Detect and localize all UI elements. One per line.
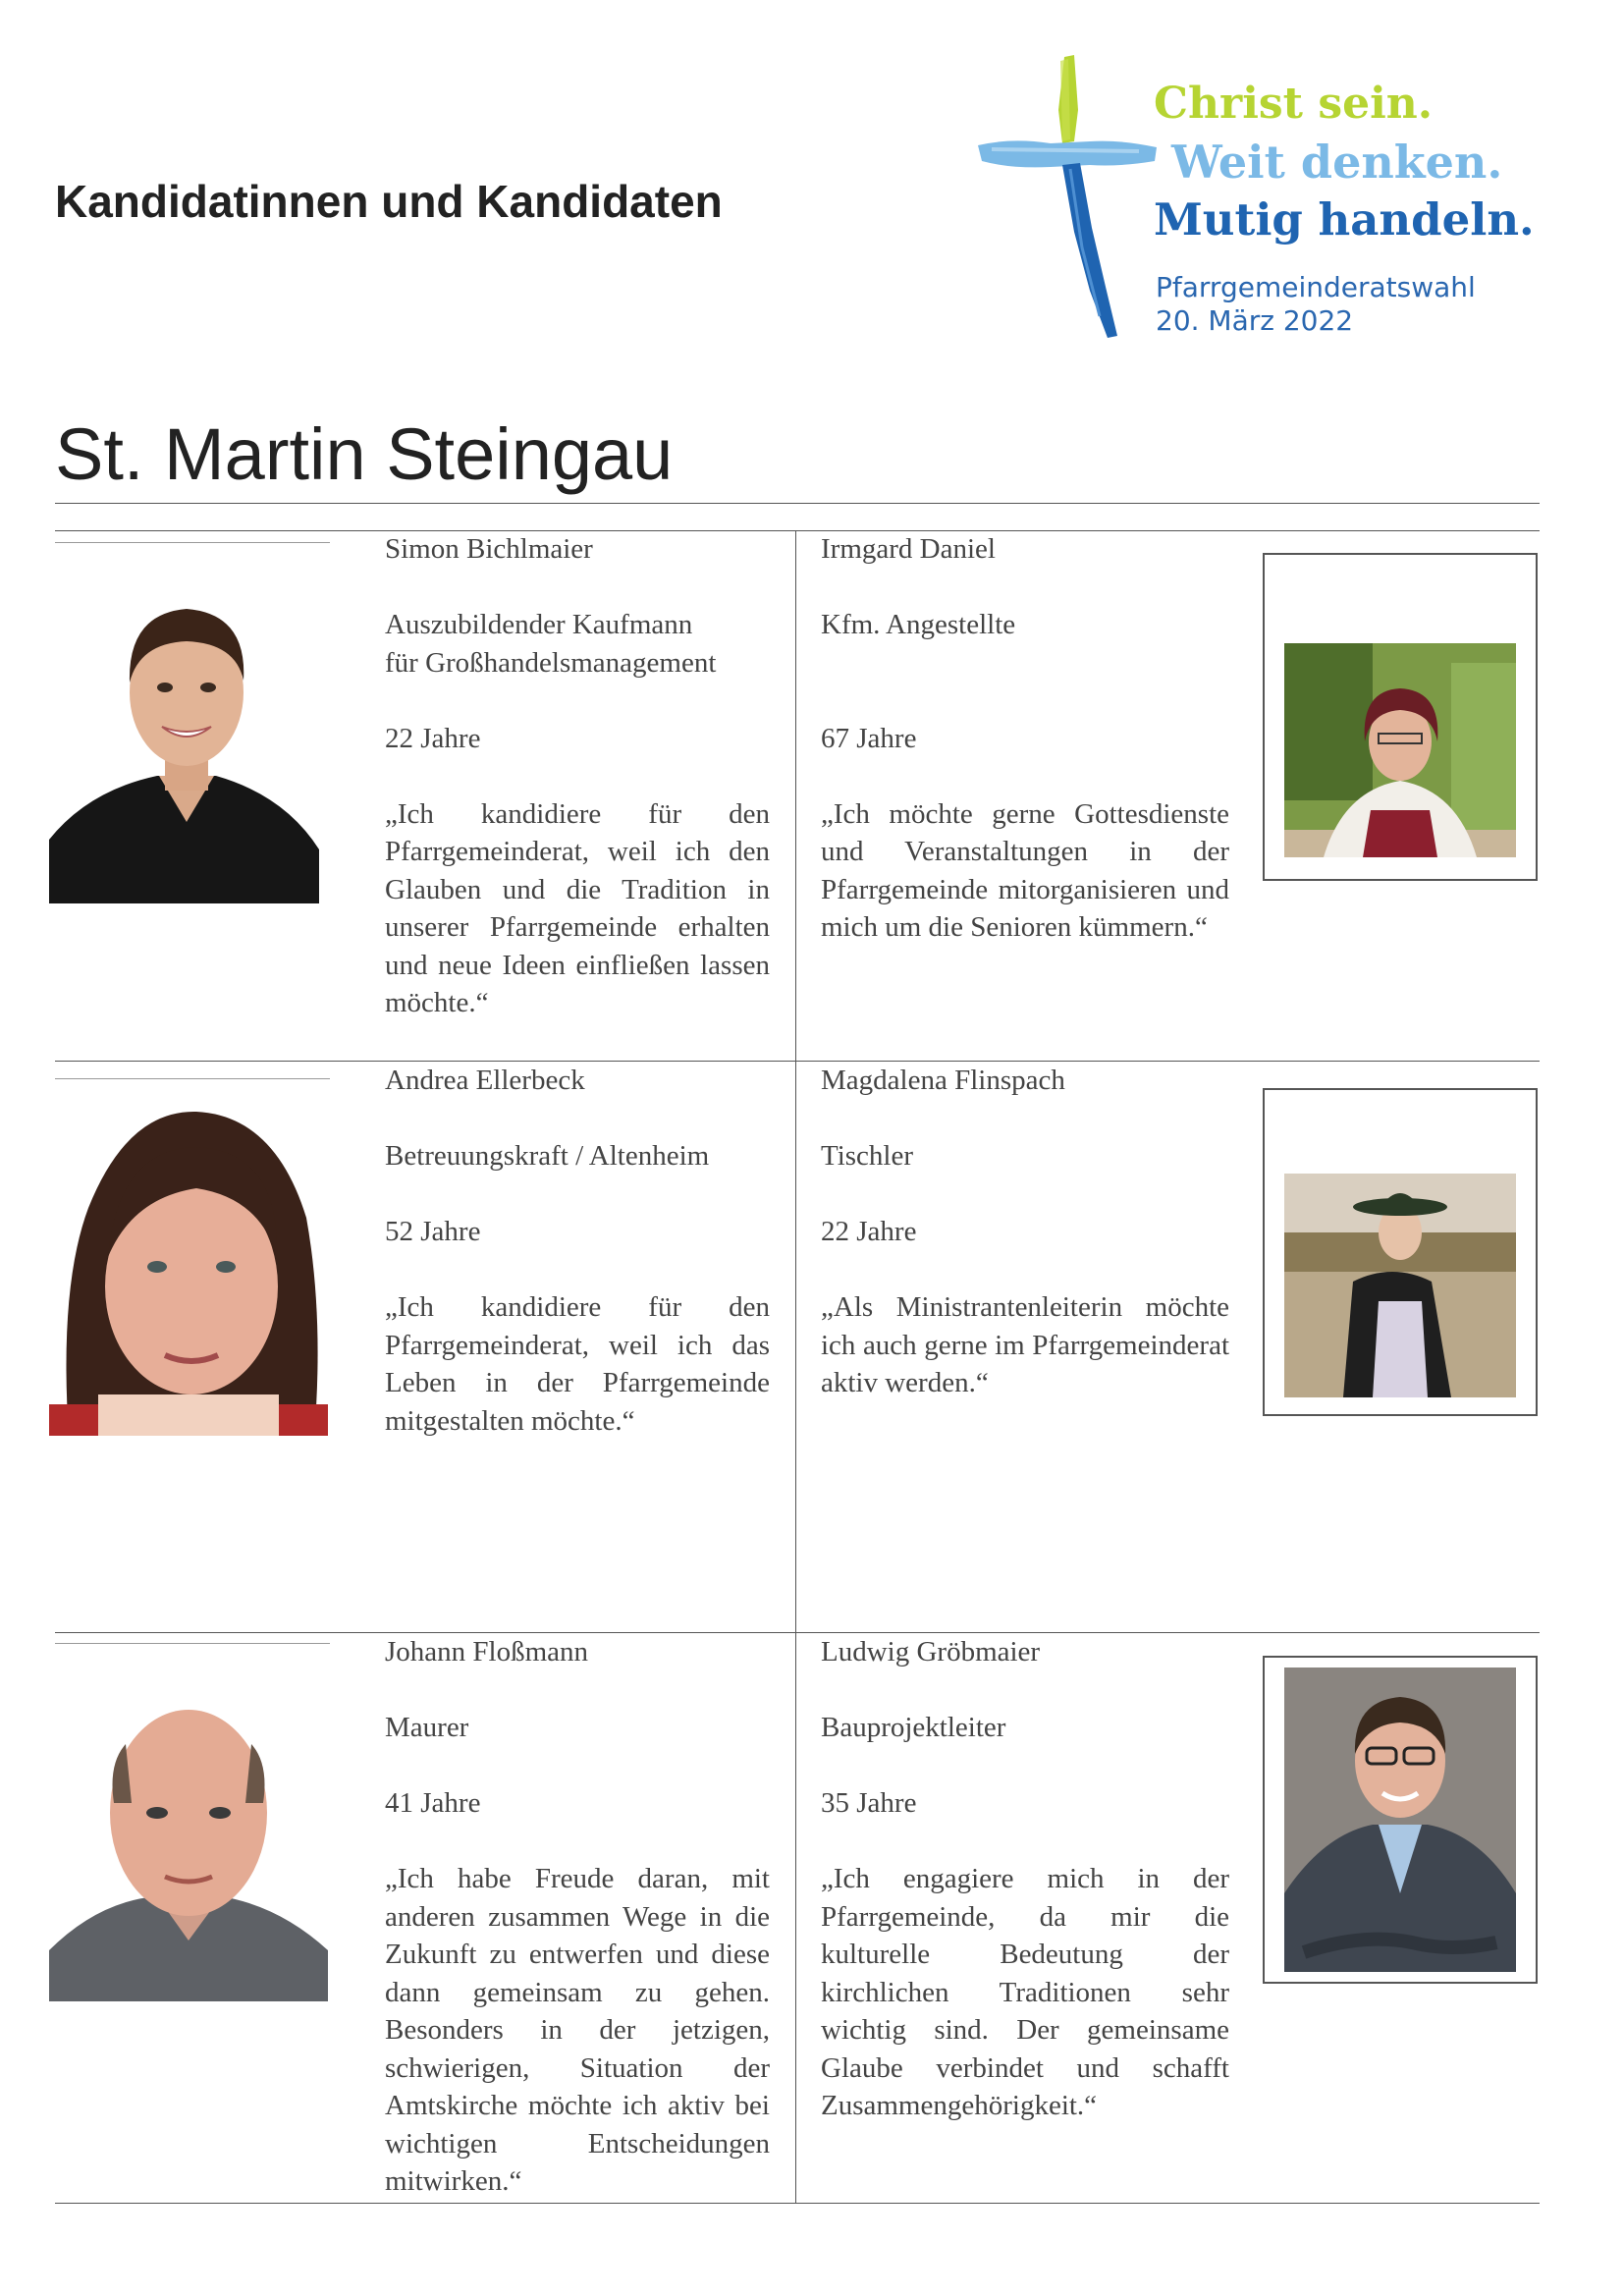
page-heading: Kandidatinnen und Kandidaten (55, 176, 723, 227)
election-logo (972, 51, 1535, 346)
candidate-photo-irmgard-daniel (1263, 553, 1538, 881)
candidate-statement: „Ich möchte gerne Gottesdienste und Veranstaltungen in der Pfarrgemeinde mitorganisieren und mich um die Senioren kümmern.“ (821, 797, 1229, 943)
candidate-statement: „Ich kandidiere für den Pfarrgemeinderat, weil ich das Leben in der Pfarrgemeinde mitgestalten möchte.“ (385, 1291, 770, 1437)
candidate-age: 22 Jahre (821, 1216, 917, 1247)
divider (55, 1632, 1540, 1633)
photo-rule (55, 1643, 330, 1644)
photo-rule (55, 542, 330, 543)
candidate-age: 35 Jahre (821, 1787, 917, 1819)
candidate-name: Magdalena Flinspach (821, 1065, 1065, 1096)
candidate-name: Ludwig Gröbmaier (821, 1636, 1041, 1667)
candidate-occupation: Tischler (821, 1140, 913, 1172)
candidate-occupation: Maurer (385, 1712, 469, 1743)
candidate-age: 41 Jahre (385, 1787, 481, 1819)
candidate-age: 22 Jahre (385, 722, 481, 754)
logo-slogan-1: Christ sein. (1154, 79, 1434, 129)
candidate-occupation: Auszubildender Kaufmann (385, 609, 693, 640)
candidate-occupation: Kfm. Angestellte (821, 609, 1016, 640)
candidate-name: Johann Floßmann (385, 1636, 589, 1667)
candidate-name: Andrea Ellerbeck (385, 1065, 585, 1096)
logo-election-name: Pfarrgemeinderatswahl (1156, 271, 1476, 303)
candidate-photo-ludwig-groebmaier (1263, 1656, 1538, 1984)
logo-election-date: 20. März 2022 (1156, 304, 1354, 337)
candidate-statement: „Ich kandidiere für den Pfarrgemeinderat, weil ich den Glauben und die Tradition in unserer Pfarrgemeinde erhalten und neue Ideen einfließen lassen möchte.“ (385, 797, 770, 1018)
candidate-photo-johann-flossmann (49, 1656, 328, 2001)
candidate-card (385, 1062, 770, 1440)
logo-slogan-2: Weit denken. (1171, 136, 1503, 189)
candidate-occupation: Betreuungskraft / Altenheim (385, 1140, 710, 1172)
candidate-photo-magdalena-flinspach (1263, 1088, 1538, 1416)
candidate-occupation-cont: für Großhandelsmanagement (385, 646, 717, 679)
parish-title: St. Martin Steingau (55, 413, 674, 495)
candidate-card (385, 1633, 770, 2201)
candidate-name: Simon Bichlmaier (385, 533, 593, 565)
candidate-statement: „Ich engagiere mich in der Pfarrgemeinde, da mir die kulturelle Bedeutung der kirchlichen Traditionen sehr wichtig sind. Der gemeinsame Glaube verbindet und schafft Zusammengehörigkeit.“ (821, 1863, 1229, 2121)
divider (55, 503, 1540, 504)
column-divider (795, 530, 796, 2203)
candidate-card (821, 1062, 1229, 1402)
divider (55, 530, 1540, 531)
candidate-name: Irmgard Daniel (821, 533, 996, 565)
candidate-statement: „Ich habe Freude daran, mit anderen zusammen Wege in die Zukunft zu entwerfen und diese dann gemeinsam zu gehen. Besonders in der jetzigen, schwierigen, Situation der Amtskirche möchte ich aktiv bei wichtigen Entscheidungen mitwirken.“ (385, 1863, 770, 2197)
candidate-age: 52 Jahre (385, 1216, 481, 1247)
divider (55, 2203, 1540, 2204)
candidate-statement: „Als Ministrantenleiterin möchte ich auch gerne im Pfarrgemeinderat aktiv werden.“ (821, 1291, 1229, 1398)
candidate-photo-simon-bichlmaier (49, 565, 319, 903)
candidate-age: 67 Jahre (821, 722, 917, 754)
candidate-occupation: Bauprojektleiter (821, 1712, 1006, 1743)
photo-rule (55, 1078, 330, 1079)
candidate-card (821, 1633, 1229, 2125)
candidate-photo-andrea-ellerbeck (49, 1090, 328, 1436)
cross-icon (972, 51, 1159, 346)
candidate-card (385, 530, 770, 1022)
logo-slogan-3: Mutig handeln. (1154, 193, 1535, 246)
candidate-card (821, 530, 1229, 947)
divider (55, 1061, 1540, 1062)
